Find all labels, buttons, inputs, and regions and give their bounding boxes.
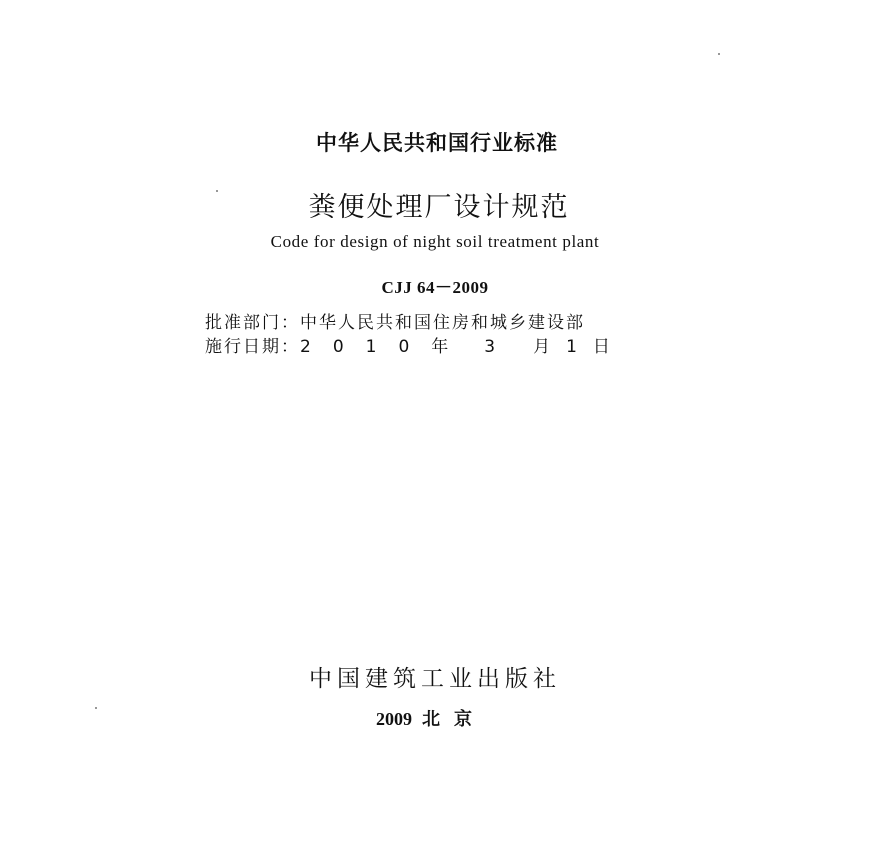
title-chinese: 粪便处理厂设计规范 <box>308 192 570 223</box>
standard-info <box>205 311 685 359</box>
approval-row <box>205 311 685 335</box>
scan-speck <box>718 53 720 55</box>
effective-date-row <box>205 335 685 359</box>
effective-day-unit: 日 <box>592 337 612 357</box>
effective-year: 2010 <box>300 337 432 357</box>
approval-value: 中华人民共和国住房和城乡建设部 <box>300 313 585 333</box>
publication-year: 2009 <box>376 709 412 729</box>
publisher-name: 中国建筑工业出版社 <box>309 666 561 692</box>
effective-month-unit: 月 <box>533 337 553 357</box>
effective-year-unit: 年 <box>431 337 451 357</box>
effective-month: 3 <box>484 337 498 357</box>
publication-city: 北京 <box>422 709 486 730</box>
standard-category: 中华人民共和国行业标准 <box>316 131 558 155</box>
standard-code: CJJ 64－2009 <box>381 278 489 297</box>
effective-label: 施行日期： <box>205 337 300 357</box>
title-english: Code for design of night soil treatment plant <box>270 232 600 251</box>
approval-label: 批准部门： <box>205 313 300 333</box>
publication-place <box>0 705 866 731</box>
effective-day: 1 <box>566 337 579 357</box>
